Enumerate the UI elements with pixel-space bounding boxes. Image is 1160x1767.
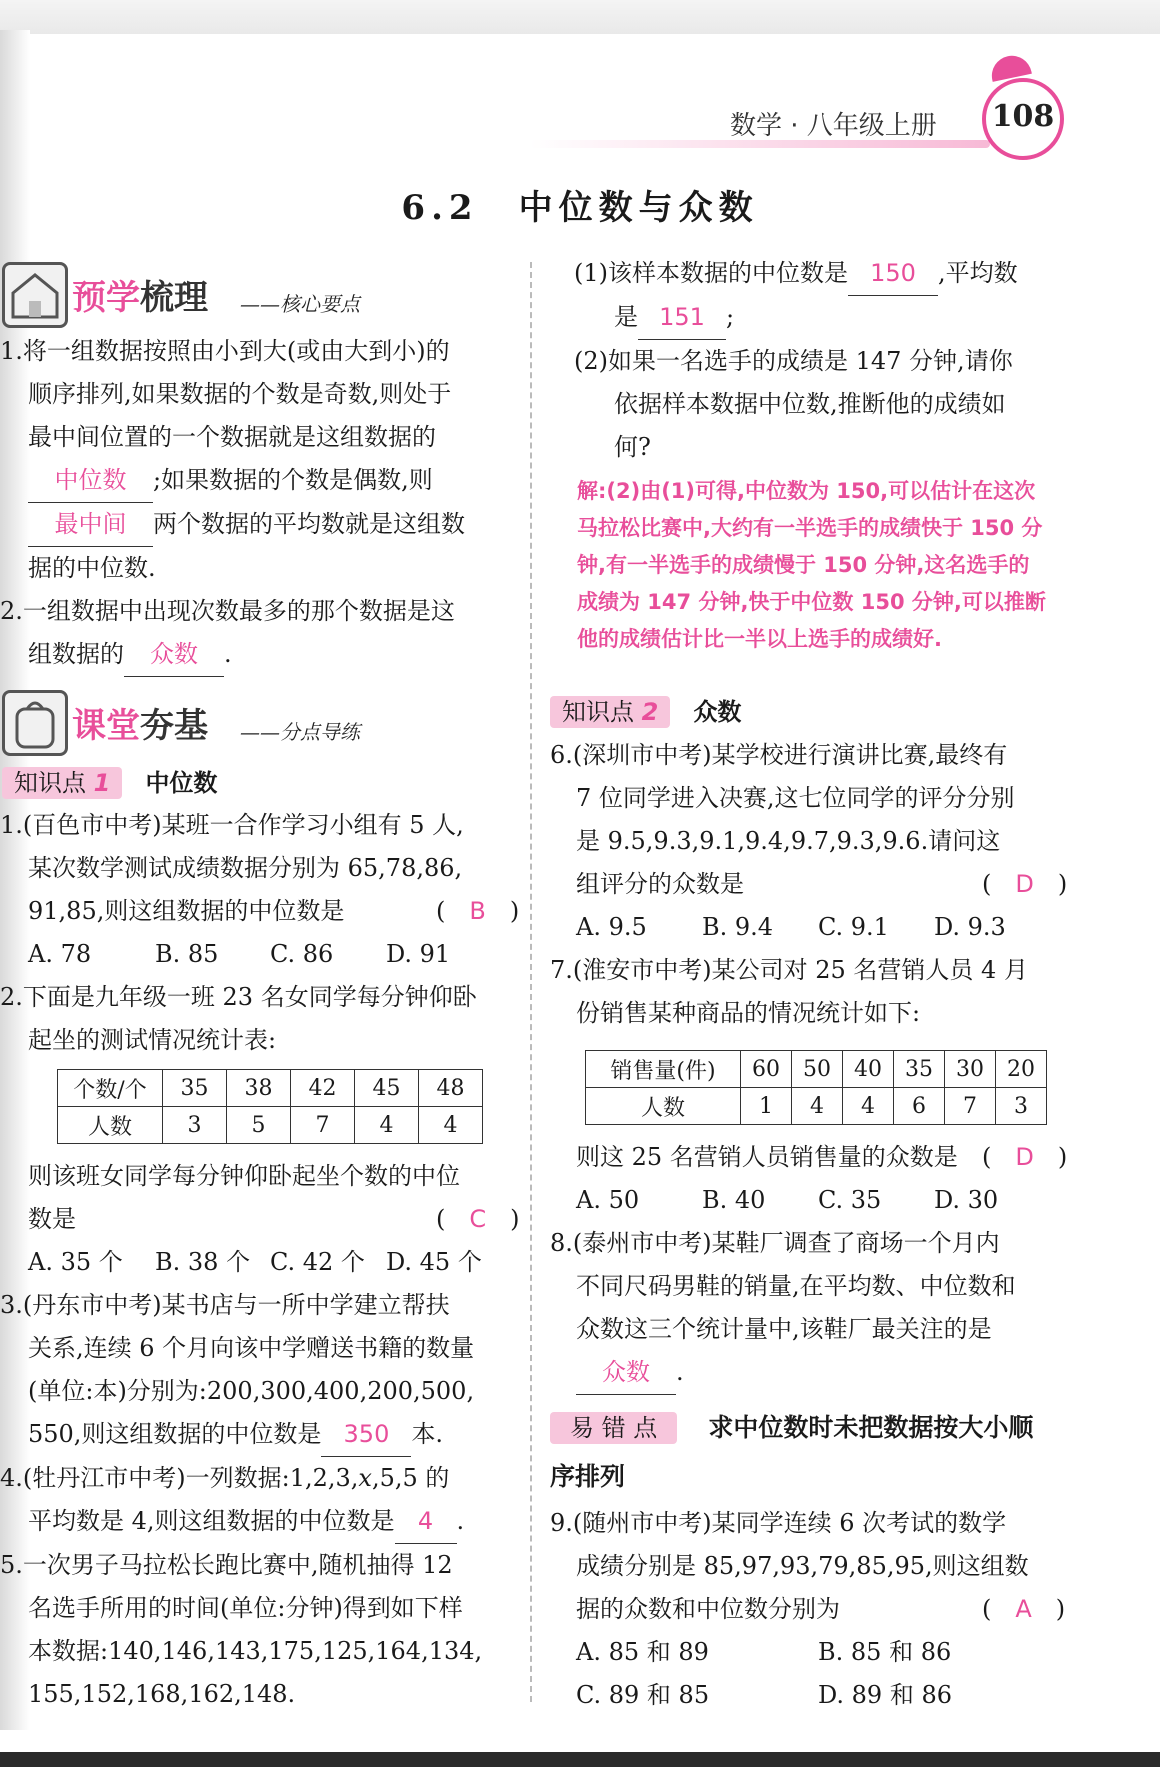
- option: C. 86: [270, 940, 334, 968]
- kp-tag-label: 知识点: [14, 769, 86, 797]
- error-tag: 易 错 点: [550, 1412, 677, 1444]
- option: B. 9.4: [702, 913, 774, 941]
- option: C. 89 和 85: [576, 1681, 710, 1709]
- option: D. 91: [386, 940, 451, 968]
- table-cell: 20: [996, 1051, 1047, 1088]
- knowledge-point-2: [550, 692, 741, 727]
- text-line: 6.(深圳市中考)某学校进行演讲比赛,最终有: [550, 741, 1008, 769]
- text-line: (1)该样本数据的中位数是: [574, 259, 848, 287]
- text-line: 2.一组数据中出现次数最多的那个数据是这: [0, 597, 455, 625]
- text-line: 两个数据的平均数就是这组数: [153, 510, 465, 538]
- option: C. 35: [818, 1186, 882, 1214]
- question-9: [550, 1502, 1066, 1717]
- table-cell: 30: [945, 1051, 996, 1088]
- question-2-tail: [0, 1155, 520, 1716]
- text-line: 8.(泰州市中考)某鞋厂调查了商场一个月内: [550, 1229, 1000, 1257]
- text-line: 3.(丹东市中考)某书店与一所中学建立帮扶: [0, 1291, 450, 1319]
- table-cell: 人数: [58, 1107, 163, 1144]
- text-line: 依据样本数据中位数,推断他的成绩如: [614, 390, 1006, 418]
- choice-bracket: ( C ): [436, 1205, 520, 1233]
- table-cell: 5: [227, 1107, 291, 1144]
- page-number: 108: [982, 78, 1064, 160]
- option: B. 85: [155, 940, 219, 968]
- answer-blank: 150: [848, 252, 938, 296]
- text-line: 5.一次男子马拉松长跑比赛中,随机抽得 12: [0, 1551, 453, 1579]
- situp-table: [57, 1069, 483, 1144]
- option: A. 78: [28, 940, 92, 968]
- error-title-line-2: 序排列: [550, 1462, 626, 1491]
- text-line: 则这 25 名营销人员销售量的众数是: [576, 1143, 958, 1171]
- answer-blank: 中位数: [28, 459, 153, 503]
- answer-blank: 最中间: [28, 503, 153, 547]
- text-line: (2)如果一名选手的成绩是 147 分钟,请你: [574, 347, 1013, 375]
- option: A. 9.5: [576, 913, 647, 941]
- classroom-subtitle: ——分点导练: [240, 720, 360, 744]
- table-cell: 48: [419, 1070, 483, 1107]
- table-cell: 35: [894, 1051, 945, 1088]
- column-divider: [530, 262, 532, 1702]
- option: A. 35 个: [28, 1248, 123, 1276]
- solution-line: 解:(2)由(1)可得,中位数为 150,可以估计在这次: [577, 479, 1036, 503]
- backpack-icon: [2, 690, 68, 756]
- question-5-parts: [552, 252, 1018, 469]
- knowledge-point-1: [2, 763, 217, 798]
- table-cell: 35: [163, 1070, 227, 1107]
- text-line: 是: [614, 303, 638, 331]
- text-line: 是 9.5,9.3,9.1,9.4,9.7,9.3,9.6.请问这: [576, 827, 1001, 855]
- table-cell: 45: [355, 1070, 419, 1107]
- option: D. 30: [934, 1186, 999, 1214]
- table-cell: 4: [792, 1088, 843, 1125]
- error-title-line-1: 求中位数时未把数据按大小顺: [708, 1413, 1034, 1442]
- text-line: 众数这三个统计量中,该鞋厂最关注的是: [576, 1315, 992, 1343]
- option: A. 50: [576, 1186, 640, 1214]
- answer-blank: 350: [321, 1413, 411, 1457]
- preview-title-b: 梳理: [140, 278, 208, 318]
- solution-line: 马拉松比赛中,大约有一半选手的成绩快于 150 分: [577, 516, 1043, 540]
- text-line: 则该班女同学每分钟仰卧起坐个数的中位: [28, 1162, 460, 1190]
- text-line: ,平均数: [938, 259, 1018, 287]
- table-cell: 人数: [586, 1088, 741, 1125]
- text-line: 155,152,168,162,148.: [28, 1680, 296, 1708]
- choice-answer: D: [1015, 1143, 1034, 1171]
- text-line: 名选手所用的时间(单位:分钟)得到如下样: [28, 1594, 463, 1622]
- classroom-title-b: 夯基: [140, 706, 208, 746]
- answer-blank: 众数: [124, 633, 224, 677]
- text-line: 1.(百色市中考)某班一合作学习小组有 5 人,: [0, 811, 464, 839]
- section-title: 6.2 中位数与众数: [401, 188, 759, 228]
- text-line: 550,则这组数据的中位数是: [28, 1420, 322, 1448]
- table-cell: 40: [843, 1051, 894, 1088]
- answer-blank: 4: [395, 1500, 457, 1544]
- text-line: 9.(随州市中考)某同学连续 6 次考试的数学: [550, 1509, 1007, 1537]
- sales-table: [585, 1050, 1047, 1125]
- table-cell: 7: [945, 1088, 996, 1125]
- question-6-7: [550, 734, 1068, 1035]
- text-line: 何?: [614, 433, 651, 461]
- kp-tag-number: 2: [641, 698, 659, 726]
- option: A. 85 和 89: [576, 1638, 709, 1666]
- table-cell: 4: [355, 1107, 419, 1144]
- text-line: 7.(淮安市中考)某公司对 25 名营销人员 4 月: [550, 956, 1028, 984]
- option: B. 85 和 86: [818, 1638, 952, 1666]
- house-icon: [2, 262, 68, 328]
- choice-answer: C: [469, 1205, 487, 1233]
- table-cell: 42: [291, 1070, 355, 1107]
- option: D. 45 个: [386, 1248, 482, 1276]
- table-cell: 7: [291, 1107, 355, 1144]
- text-line: 组评分的众数是: [576, 870, 744, 898]
- choice-answer: D: [1015, 870, 1034, 898]
- table-cell: 销售量(件): [586, 1051, 741, 1088]
- text-line: 份销售某种商品的情况统计如下:: [576, 999, 921, 1027]
- text-line: 最中间位置的一个数据就是这组数据的: [28, 423, 436, 451]
- table-cell: 38: [227, 1070, 291, 1107]
- table-cell: 60: [741, 1051, 792, 1088]
- kp-tag: [550, 696, 670, 728]
- question-7-8: [550, 1136, 1068, 1395]
- choice-bracket: ( D ): [982, 1143, 1068, 1171]
- choice-answer: B: [469, 897, 486, 925]
- text-line: 据的众数和中位数分别为: [576, 1595, 840, 1623]
- text-line: 1.将一组数据按照由小到大(或由大到小)的: [0, 337, 450, 365]
- table-cell: 个数/个: [58, 1070, 163, 1107]
- solution-line: 他的成绩估计比一半以上选手的成绩好.: [577, 627, 942, 651]
- text-line: 某次数学测试成绩数据分别为 65,78,86,: [28, 854, 463, 882]
- table-cell: 1: [741, 1088, 792, 1125]
- classroom-title-a: 课堂: [72, 706, 140, 746]
- text-line: 关系,连续 6 个月向该中学赠送书籍的数量: [28, 1334, 475, 1362]
- text-line: .: [456, 1507, 465, 1535]
- choice-bracket: ( D ): [982, 870, 1068, 898]
- table-cell: 4: [843, 1088, 894, 1125]
- preview-title-a: 预学: [72, 278, 140, 318]
- text-line: 7 位同学进入决赛,这七位同学的评分分别: [576, 784, 1015, 812]
- preview-item-1: [0, 330, 465, 677]
- option: C. 9.1: [818, 913, 889, 941]
- text-line: 起坐的测试情况统计表:: [28, 1026, 277, 1054]
- text-line: 本.: [411, 1420, 444, 1448]
- option: B. 38 个: [155, 1248, 251, 1276]
- text-line: (单位:本)分别为:200,300,400,200,500,: [28, 1377, 475, 1405]
- error-point-heading: [550, 1408, 1033, 1444]
- kp-title: 众数: [693, 698, 742, 726]
- top-bar: [0, 0, 1160, 34]
- answer-blank: 众数: [576, 1351, 676, 1395]
- text-line: 2.下面是九年级一班 23 名女同学每分钟仰卧: [0, 983, 477, 1011]
- solution-line: 钟,有一半选手的成绩慢于 150 分钟,这名选手的: [577, 553, 1030, 577]
- kp-tag-label: 知识点: [562, 698, 634, 726]
- text-line: 本数据:140,146,143,175,125,164,134,: [28, 1637, 483, 1665]
- text-line: .: [676, 1358, 684, 1386]
- text-line: ;如果数据的个数是偶数,则: [153, 466, 433, 494]
- kp-title: 中位数: [145, 769, 218, 797]
- bottom-bar: [0, 1752, 1160, 1767]
- table-cell: 4: [419, 1107, 483, 1144]
- text-line: 平均数是 4,则这组数据的中位数是: [28, 1507, 395, 1535]
- option: B. 40: [702, 1186, 766, 1214]
- option: C. 42 个: [270, 1248, 365, 1276]
- solution-line: 成绩为 147 分钟,快于中位数 150 分钟,可以推断: [577, 590, 1046, 614]
- choice-bracket: ( A ): [982, 1595, 1066, 1623]
- preview-subtitle: ——核心要点: [240, 292, 360, 316]
- text-line: 不同尺码男鞋的销量,在平均数、中位数和: [576, 1272, 1016, 1300]
- text-line: 成绩分别是 85,97,93,79,85,95,则这组数: [576, 1552, 1029, 1580]
- question-1: [0, 804, 520, 1062]
- kp-tag-number: 1: [93, 769, 111, 797]
- text-line: 数是: [28, 1205, 76, 1233]
- header-subject: 数学 · 八年级上册: [730, 111, 937, 141]
- text-line: 4.(牡丹江市中考)一列数据:1,2,3,𝑥,5,5 的: [0, 1464, 450, 1492]
- kp-tag: [2, 767, 122, 799]
- option: D. 9.3: [934, 913, 1006, 941]
- text-line: 顺序排列,如果数据的个数是奇数,则处于: [28, 380, 452, 408]
- text-line: .: [224, 640, 232, 668]
- text-line: 组数据的: [28, 640, 124, 668]
- answer-blank: 151: [638, 296, 726, 340]
- option: D. 89 和 86: [818, 1681, 952, 1709]
- solution-block: [577, 473, 1046, 658]
- table-cell: 50: [792, 1051, 843, 1088]
- text-line: ;: [726, 303, 735, 331]
- table-cell: 6: [894, 1088, 945, 1125]
- choice-answer: A: [1015, 1595, 1032, 1623]
- text-line: 据的中位数.: [28, 554, 156, 582]
- table-cell: 3: [163, 1107, 227, 1144]
- choice-bracket: ( B ): [436, 897, 520, 925]
- text-line: 91,85,则这组数据的中位数是: [28, 897, 345, 925]
- table-cell: 3: [996, 1088, 1047, 1125]
